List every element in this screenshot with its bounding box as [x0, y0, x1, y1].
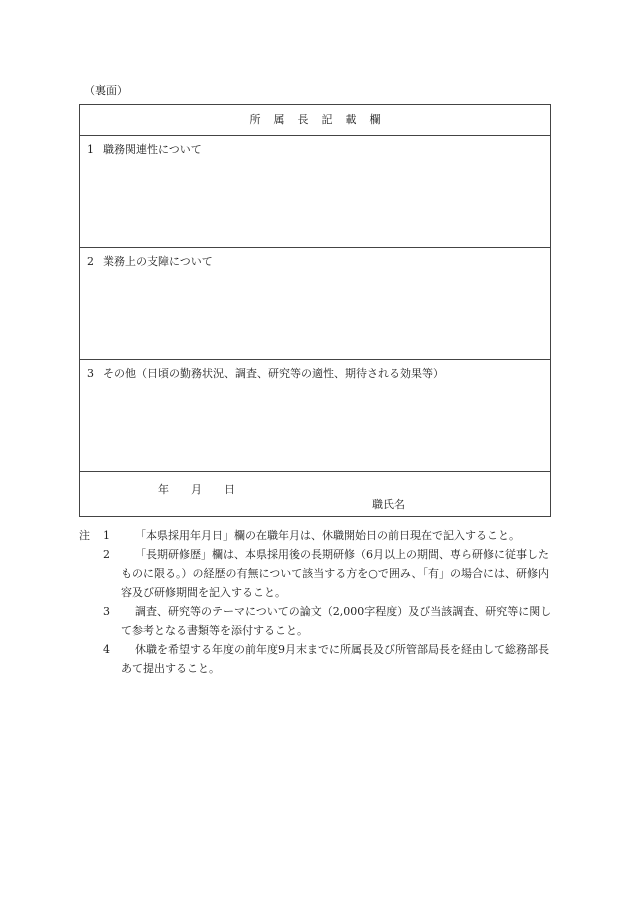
- note-text: 「本県採用年月日」欄の在職年月は、休職開始日の前日現在で記入すること。: [135, 529, 520, 542]
- note-text: 休職を希望する年度の前年度9月末までに所属長及び所管部局長を経由して総務部長あて提出すること。: [121, 643, 549, 675]
- notes: [79, 526, 559, 678]
- note-number: 3: [103, 605, 110, 618]
- note-number: 4: [103, 643, 110, 656]
- page-side-label: （裏面）: [84, 84, 128, 97]
- note-text: 「長期研修歴」欄は、本県採用後の長期研修（6月以上の期間、専ら研修に従事したものに限る。）の経歴の有無について該当する方を○で囲み、「有」の場合には、研修内容及び研修期間を記入すること。: [121, 548, 550, 599]
- notes-label: 注: [79, 529, 90, 542]
- month-label: 月: [191, 483, 202, 496]
- section-job-relevance[interactable]: [80, 136, 550, 248]
- section-label: 業務上の支障について: [103, 255, 213, 268]
- date-field: [158, 481, 257, 497]
- section-label: 職務関連性について: [103, 143, 202, 156]
- day-label: 日: [224, 483, 235, 496]
- section-label: その他（日頃の勤務状況、調査、研究等の適性、期待される効果等）: [103, 367, 444, 380]
- note-item: [79, 602, 559, 640]
- section-other[interactable]: [80, 360, 550, 472]
- section-number: 1: [87, 143, 94, 156]
- note-number: 2: [103, 548, 110, 561]
- year-label: 年: [158, 483, 169, 496]
- section-number: 2: [87, 255, 94, 268]
- note-item: [79, 545, 559, 602]
- note-item: [79, 526, 559, 545]
- name-title-label: 職氏名: [372, 498, 405, 511]
- note-item: [79, 640, 559, 678]
- section-number: 3: [87, 367, 94, 380]
- section-work-impact[interactable]: [80, 248, 550, 360]
- note-text: 調査、研究等のテーマについての論文（2,000字程度）及び当該調査、研究等に関して参考となる書類等を添付すること。: [121, 605, 552, 637]
- note-number: 1: [103, 529, 110, 542]
- signature-row[interactable]: [80, 472, 550, 516]
- table-header: 所属長記載欄: [80, 105, 550, 136]
- supervisor-entry-table: [79, 104, 551, 517]
